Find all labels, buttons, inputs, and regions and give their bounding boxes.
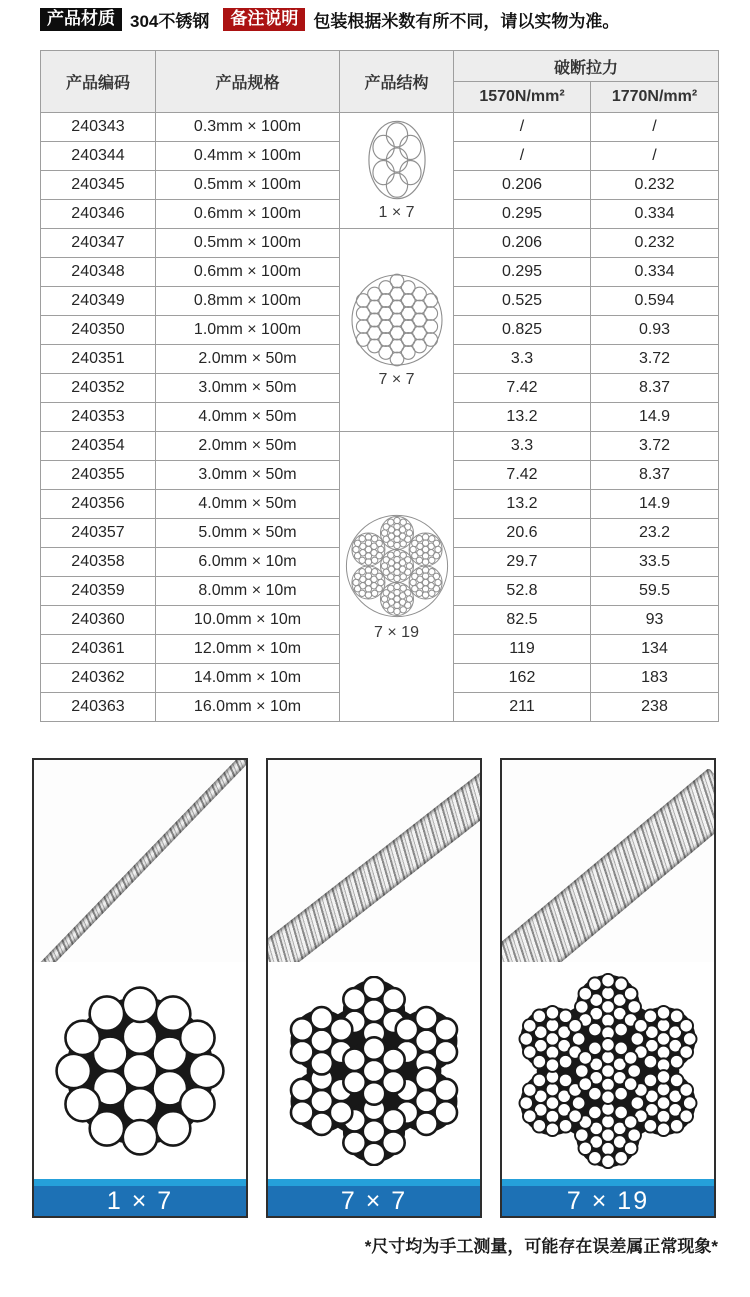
panel-1x7	[32, 758, 248, 1218]
cross-section-1x7-icon	[54, 985, 226, 1157]
cell-force-1570: 0.525	[454, 287, 591, 316]
wire-rope-image	[268, 770, 480, 962]
cell-product-spec: 0.5mm × 100m	[156, 229, 340, 258]
cell-product-code: 240349	[41, 287, 156, 316]
cell-force-1770: 0.334	[591, 200, 719, 229]
cell-force-1770: 238	[591, 693, 719, 722]
cell-product-spec: 0.6mm × 100m	[156, 258, 340, 287]
spec-table-body	[41, 113, 719, 722]
cross-section-7x7-icon	[349, 272, 445, 368]
cell-product-spec: 0.6mm × 100m	[156, 200, 340, 229]
cell-product-code: 240353	[41, 403, 156, 432]
cell-product-code: 240354	[41, 432, 156, 461]
note-text: 包装根据米数有所不同，请以实物为准。	[313, 12, 620, 31]
panel-banner	[34, 1179, 246, 1216]
cell-product-spec: 8.0mm × 10m	[156, 577, 340, 606]
wire-rope-photo	[34, 760, 246, 962]
cell-force-1570: 162	[454, 664, 591, 693]
cell-force-1770: 59.5	[591, 577, 719, 606]
cell-force-1770: 14.9	[591, 403, 719, 432]
cell-force-1770: 93	[591, 606, 719, 635]
cell-force-1570: 0.206	[454, 229, 591, 258]
cell-force-1770: 0.334	[591, 258, 719, 287]
cell-force-1570: 211	[454, 693, 591, 722]
table-row	[41, 432, 719, 461]
cell-force-1770: 8.37	[591, 461, 719, 490]
cell-product-spec: 0.8mm × 100m	[156, 287, 340, 316]
cell-force-1770: /	[591, 142, 719, 171]
cell-force-1570: 29.7	[454, 548, 591, 577]
cell-product-code: 240351	[41, 345, 156, 374]
cell-product-code: 240352	[41, 374, 156, 403]
panel-banner	[268, 1179, 480, 1216]
cell-product-spec: 14.0mm × 10m	[156, 664, 340, 693]
cell-force-1570: 0.825	[454, 316, 591, 345]
cell-product-spec: 0.3mm × 100m	[156, 113, 340, 142]
cell-product-structure	[340, 113, 454, 229]
cell-force-1570: /	[454, 142, 591, 171]
cell-product-code: 240356	[41, 490, 156, 519]
cell-force-1770: 23.2	[591, 519, 719, 548]
cross-section-7x19-icon	[510, 973, 706, 1169]
top-note-bar	[40, 7, 619, 32]
structure-label: 7 × 19	[374, 624, 419, 641]
spec-table-head	[41, 51, 719, 113]
cell-force-1570: 119	[454, 635, 591, 664]
banner-strip	[34, 1179, 246, 1186]
spec-table	[40, 50, 719, 722]
cell-force-1570: 7.42	[454, 374, 591, 403]
cell-force-1570: 3.3	[454, 345, 591, 374]
cell-force-1770: 0.594	[591, 287, 719, 316]
measurement-footnote: *尺寸均为手工测量，可能存在误差属正常现象*	[364, 1237, 718, 1256]
panel-label-1x7: 1 × 7	[34, 1186, 246, 1216]
cell-force-1770: 0.232	[591, 229, 719, 258]
cell-product-code: 240363	[41, 693, 156, 722]
wire-rope-image	[502, 768, 714, 962]
cell-product-code: 240348	[41, 258, 156, 287]
panel-banner	[502, 1179, 714, 1216]
cell-product-spec: 2.0mm × 50m	[156, 432, 340, 461]
cell-product-code: 240346	[41, 200, 156, 229]
cell-force-1770: 14.9	[591, 490, 719, 519]
cell-product-code: 240361	[41, 635, 156, 664]
cell-force-1570: 20.6	[454, 519, 591, 548]
cell-product-spec: 0.5mm × 100m	[156, 171, 340, 200]
cell-force-1770: 8.37	[591, 374, 719, 403]
cell-product-spec: 1.0mm × 100m	[156, 316, 340, 345]
structure-label: 1 × 7	[378, 204, 415, 221]
cell-product-spec: 4.0mm × 50m	[156, 403, 340, 432]
cell-product-spec: 12.0mm × 10m	[156, 635, 340, 664]
cross-section-7x19-icon	[342, 511, 452, 621]
col-header-force-1570: 1570N/mm²	[454, 82, 591, 113]
cell-force-1770: /	[591, 113, 719, 142]
cell-product-code: 240345	[41, 171, 156, 200]
cell-product-spec: 3.0mm × 50m	[156, 461, 340, 490]
cell-product-code: 240357	[41, 519, 156, 548]
col-header-structure: 产品结构	[340, 51, 454, 113]
wire-rope-image	[37, 760, 246, 962]
col-header-code: 产品编码	[41, 51, 156, 113]
cell-product-code: 240350	[41, 316, 156, 345]
cell-force-1570: 82.5	[454, 606, 591, 635]
cell-force-1770: 3.72	[591, 345, 719, 374]
cell-product-code: 240347	[41, 229, 156, 258]
banner-strip	[502, 1179, 714, 1186]
cell-force-1570: 0.295	[454, 200, 591, 229]
col-header-force-1770: 1770N/mm²	[591, 82, 719, 113]
cell-product-code: 240343	[41, 113, 156, 142]
cell-product-spec: 4.0mm × 50m	[156, 490, 340, 519]
cell-force-1770: 0.93	[591, 316, 719, 345]
wire-rope-photo	[268, 760, 480, 962]
cell-product-code: 240360	[41, 606, 156, 635]
cell-force-1570: 7.42	[454, 461, 591, 490]
cell-product-spec: 5.0mm × 50m	[156, 519, 340, 548]
material-badge: 产品材质	[40, 8, 122, 32]
cell-force-1770: 0.232	[591, 171, 719, 200]
cell-force-1770: 183	[591, 664, 719, 693]
col-header-breaking-force: 破断拉力	[454, 51, 719, 82]
cell-force-1570: 0.295	[454, 258, 591, 287]
cell-product-structure	[340, 229, 454, 432]
panel-diagram-area	[268, 962, 480, 1179]
cell-force-1570: 0.206	[454, 171, 591, 200]
structure-label: 7 × 7	[378, 370, 415, 388]
cell-force-1770: 134	[591, 635, 719, 664]
structure-panels	[32, 758, 716, 1218]
panel-label-7x19: 7 × 19	[502, 1186, 714, 1216]
cell-force-1770: 3.72	[591, 432, 719, 461]
cell-force-1570: /	[454, 113, 591, 142]
cross-section-7x7-icon	[279, 976, 469, 1166]
cell-product-spec: 6.0mm × 10m	[156, 548, 340, 577]
cell-product-spec: 3.0mm × 50m	[156, 374, 340, 403]
wire-rope-photo	[502, 760, 714, 962]
cell-product-code: 240359	[41, 577, 156, 606]
cell-product-code: 240358	[41, 548, 156, 577]
cross-section-1x7-icon	[367, 119, 427, 201]
cell-product-spec: 10.0mm × 10m	[156, 606, 340, 635]
col-header-spec: 产品规格	[156, 51, 340, 113]
panel-diagram-area	[502, 962, 714, 1179]
cell-product-spec: 16.0mm × 10m	[156, 693, 340, 722]
cell-product-structure	[340, 432, 454, 722]
panel-diagram-area	[34, 962, 246, 1179]
table-row	[41, 113, 719, 142]
cell-force-1570: 3.3	[454, 432, 591, 461]
cell-product-code: 240362	[41, 664, 156, 693]
cell-force-1570: 13.2	[454, 490, 591, 519]
table-row	[41, 229, 719, 258]
cell-product-code: 240355	[41, 461, 156, 490]
cell-product-spec: 2.0mm × 50m	[156, 345, 340, 374]
cell-force-1570: 52.8	[454, 577, 591, 606]
cell-product-code: 240344	[41, 142, 156, 171]
material-value: 304不锈钢	[130, 12, 210, 31]
banner-strip	[268, 1179, 480, 1186]
cell-product-spec: 0.4mm × 100m	[156, 142, 340, 171]
cell-force-1570: 13.2	[454, 403, 591, 432]
cell-force-1770: 33.5	[591, 548, 719, 577]
panel-7x19	[500, 758, 716, 1218]
panel-7x7	[266, 758, 482, 1218]
note-badge: 备注说明	[223, 8, 305, 32]
panel-label-7x7: 7 × 7	[268, 1186, 480, 1216]
